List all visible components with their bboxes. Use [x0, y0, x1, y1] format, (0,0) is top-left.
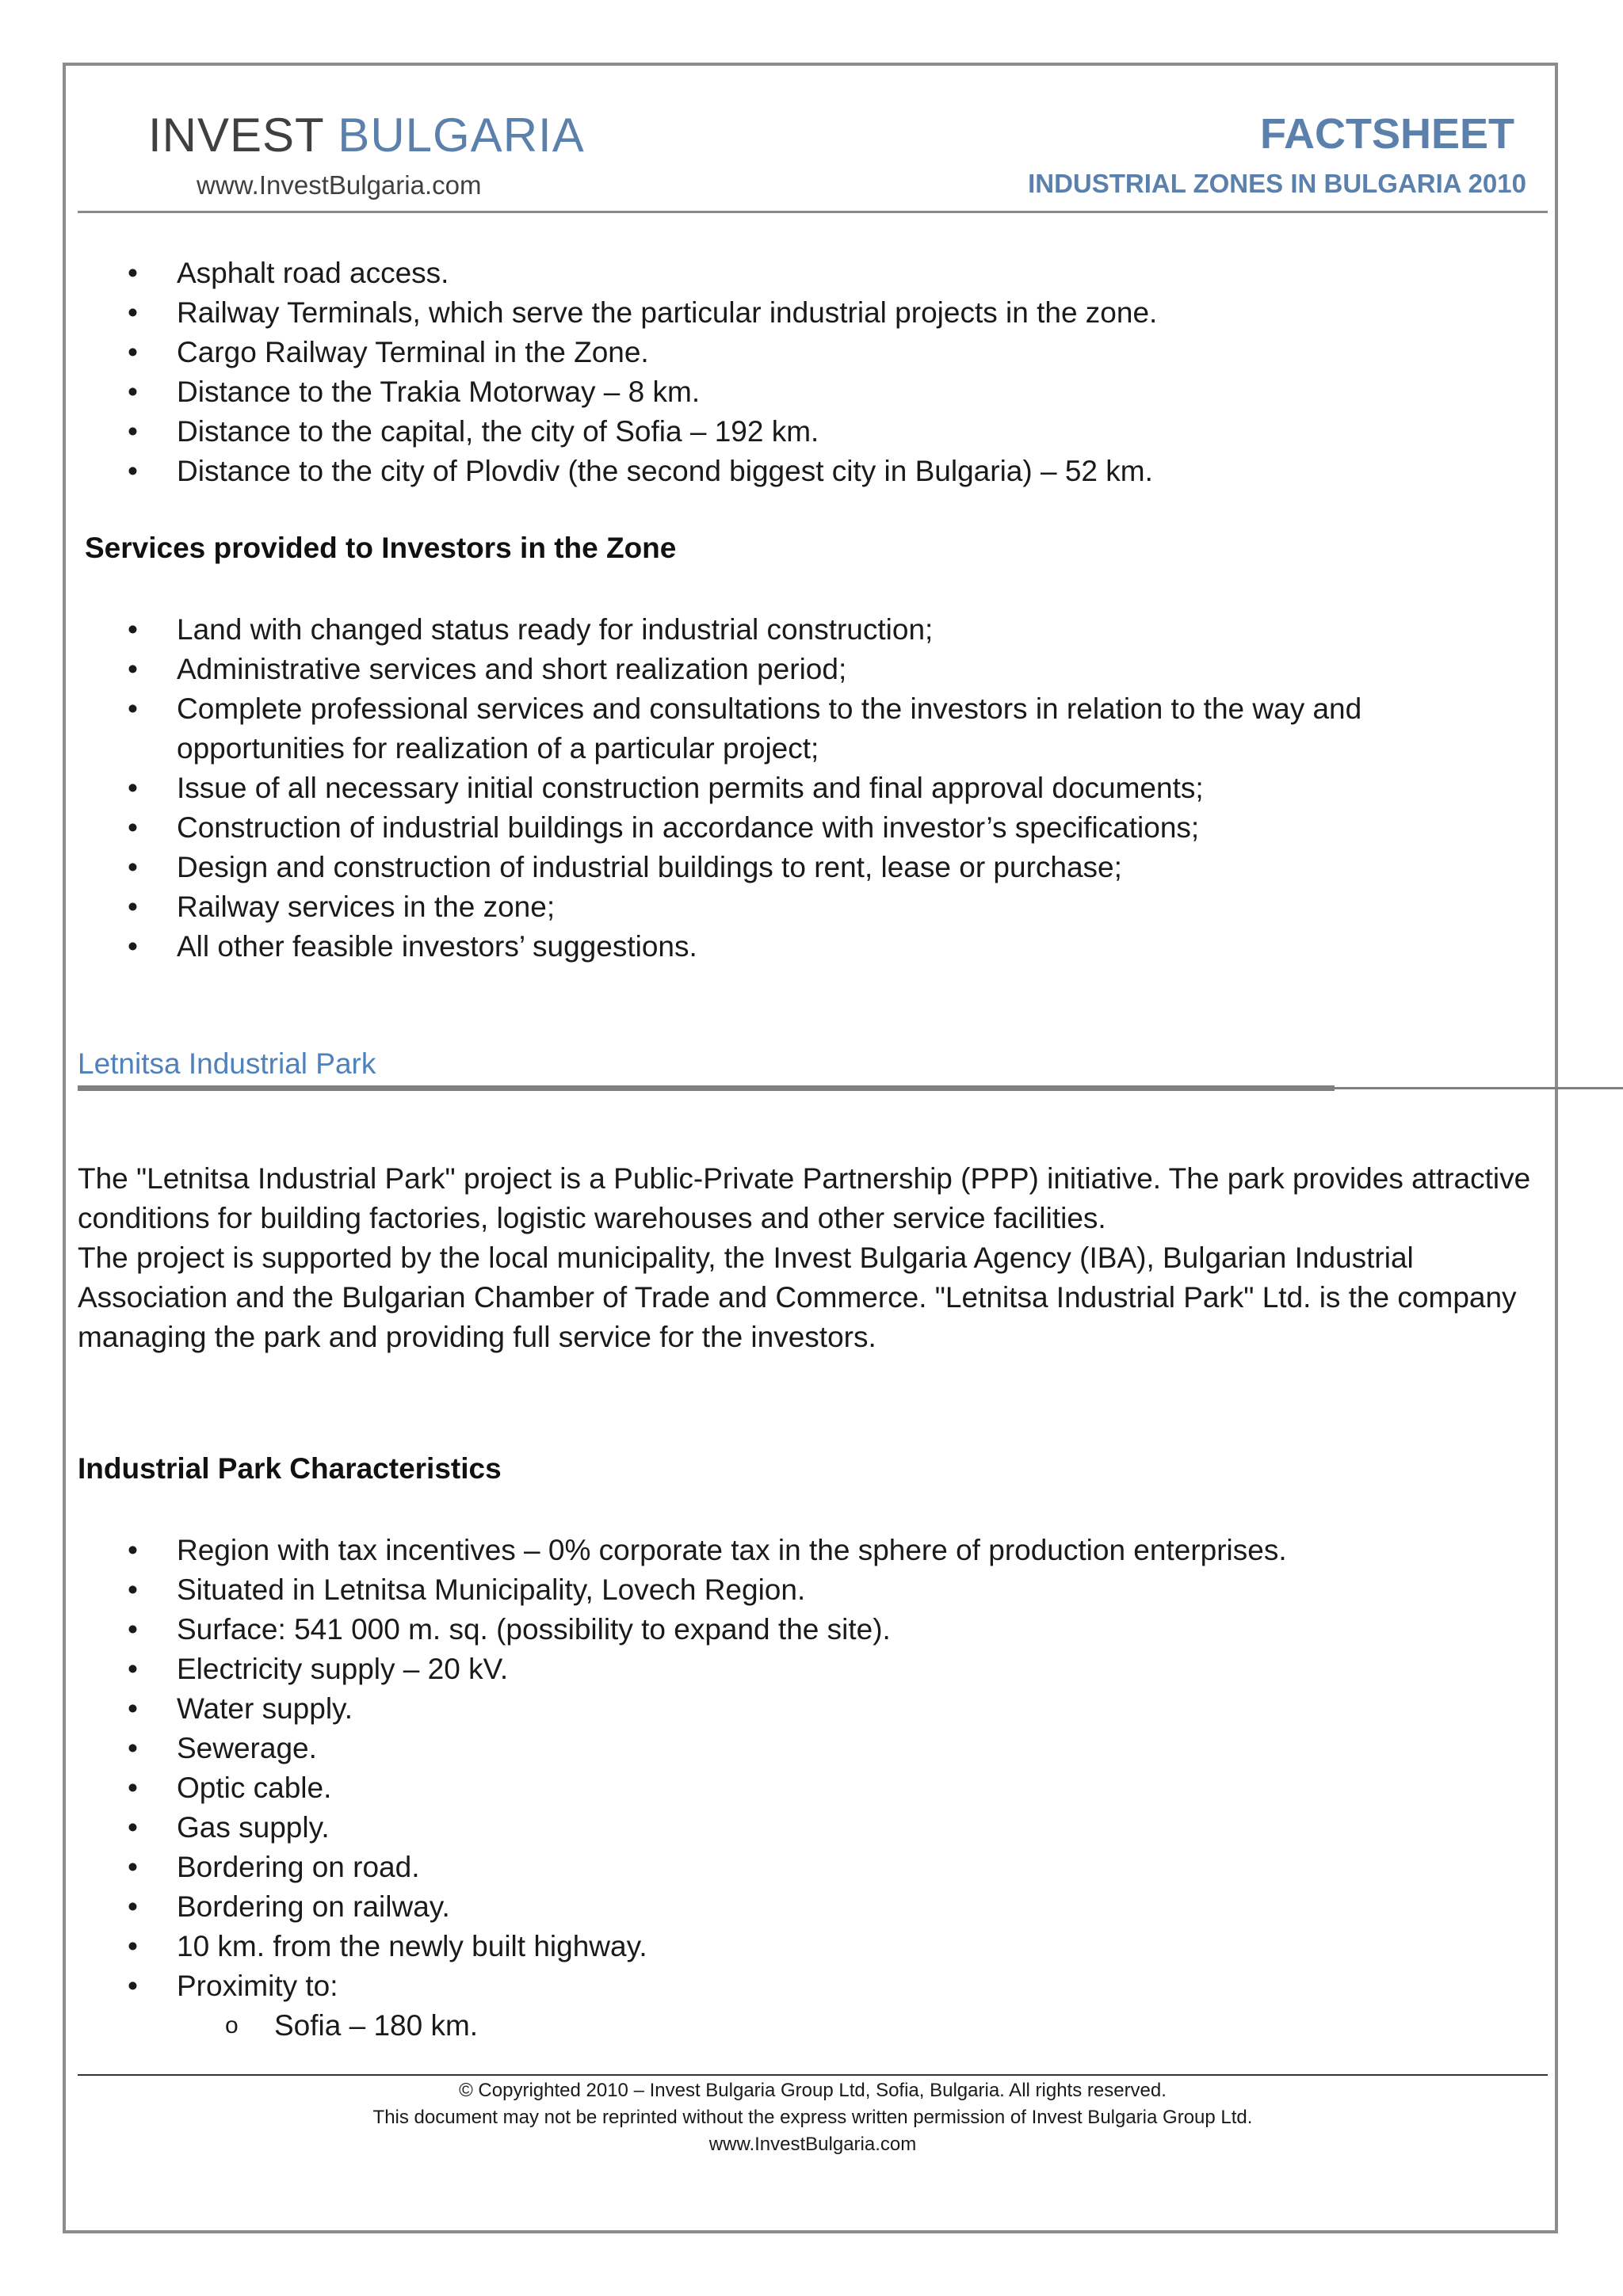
list-item: • Construction of industrial buildings in accordance with investor’s specifications;	[78, 808, 1441, 848]
list-item: • Issue of all necessary initial construction permits and final approval documents;	[78, 769, 1441, 808]
list-item: • Electricity supply – 20 kV.	[78, 1650, 1548, 1689]
doc-subtitle: INDUSTRIAL ZONES IN BULGARIA 2010	[1028, 169, 1526, 198]
letnitsa-description	[78, 1159, 1552, 1357]
list-item: • Bordering on railway.	[78, 1887, 1548, 1927]
list-item: • Complete professional services and consultations to the investors in relation to the way and opportunities for realization of a particular project;	[78, 689, 1441, 769]
list-item: • Surface: 541 000 m. sq. (possibility to expand the site).	[78, 1610, 1548, 1650]
list-item: • Distance to the Trakia Motorway – 8 km.	[78, 372, 1548, 412]
section-divider-thick	[78, 1085, 1335, 1091]
section-title: Letnitsa Industrial Park	[78, 1047, 376, 1080]
brand-logo	[148, 108, 585, 162]
list-item: • Distance to the city of Plovdiv (the second biggest city in Bulgaria) – 52 km.	[78, 452, 1548, 491]
list-item: • Proximity to:	[78, 1966, 1548, 2006]
list-item: • Asphalt road access.	[78, 254, 1548, 293]
footer	[78, 2077, 1548, 2158]
section-divider-thin	[1335, 1087, 1623, 1089]
list-item: • Railway services in the zone;	[78, 887, 1441, 927]
list-item: • 10 km. from the newly built highway.	[78, 1927, 1548, 1966]
list-item: • Land with changed status ready for industrial construction;	[78, 610, 1441, 650]
paragraph: The project is supported by the local municipality, the Invest Bulgaria Agency (IBA), Bulgarian Industrial Association and the Bulgarian Chamber of Trade and Commerce. "Letnitsa Industrial Park" Ltd. is the company managing the park and providing full service for the investors.	[78, 1241, 1517, 1353]
doc-type-title: FACTSHEET	[1259, 110, 1514, 158]
brand-first: INVEST	[148, 109, 324, 162]
list-item: • Design and construction of industrial buildings to rent, lease or purchase;	[78, 848, 1441, 887]
header-url[interactable]: www.InvestBulgaria.com	[197, 170, 482, 200]
list-item: • Sewerage.	[78, 1729, 1548, 1768]
list-item: • Distance to the capital, the city of Sofia – 192 km.	[78, 412, 1548, 452]
list-item: • All other feasible investors’ suggestions.	[78, 927, 1441, 967]
sub-list-item: o Sofia – 180 km.	[78, 2006, 1548, 2046]
list-item: • Cargo Railway Terminal in the Zone.	[78, 333, 1548, 372]
brand-second: BULGARIA	[338, 109, 585, 162]
list-item: • Optic cable.	[78, 1768, 1548, 1808]
copyright-text: © Copyrighted 2010 – Invest Bulgaria Group Ltd, Sofia, Bulgaria. All rights reserved.	[459, 2080, 1167, 2101]
footer-url[interactable]: www.InvestBulgaria.com	[708, 2134, 917, 2155]
list-item: • Situated in Letnitsa Municipality, Lovech Region.	[78, 1570, 1548, 1610]
list-item: • Gas supply.	[78, 1808, 1548, 1848]
characteristics-heading: Industrial Park Characteristics	[78, 1452, 502, 1485]
header-divider	[78, 211, 1548, 213]
footer-divider	[78, 2074, 1548, 2076]
services-list	[78, 610, 1441, 967]
services-heading: Services provided to Investors in the Zone	[85, 532, 677, 564]
list-item: • Administrative services and short realization period;	[78, 650, 1441, 689]
list-item: • Region with tax incentives – 0% corporate tax in the sphere of production enterprises.	[78, 1531, 1548, 1570]
list-item: • Water supply.	[78, 1689, 1548, 1729]
characteristics-list	[78, 1531, 1548, 2046]
reprint-notice: This document may not be reprinted without the express written permission of Invest Bulgaria Group Ltd.	[372, 2107, 1253, 2128]
list-item: • Bordering on road.	[78, 1848, 1548, 1887]
infrastructure-list	[78, 254, 1548, 491]
list-item: • Railway Terminals, which serve the particular industrial projects in the zone.	[78, 293, 1548, 333]
paragraph: The "Letnitsa Industrial Park" project is a Public-Private Partnership (PPP) initiative. The park provides attractive conditions for building factories, logistic warehouses and other service facilities.	[78, 1162, 1531, 1234]
